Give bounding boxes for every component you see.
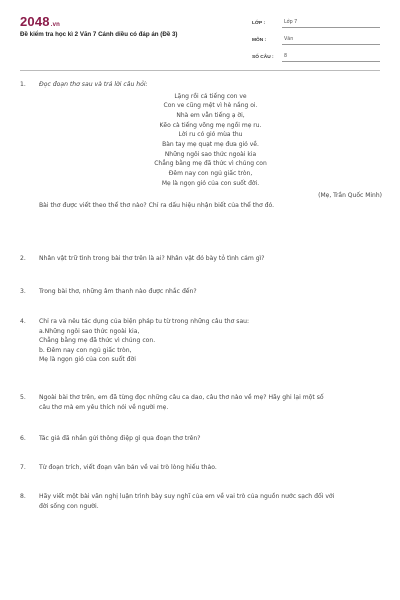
- poem-line: Những ngôi sao thức ngoài kia: [164, 150, 257, 158]
- question-3: [20, 287, 382, 297]
- meta-info: [252, 14, 380, 65]
- question-line: b. Đêm nay con ngủ giấc tròn,: [39, 346, 132, 354]
- site-logo[interactable]: [20, 14, 60, 29]
- question-body: [39, 463, 382, 473]
- poem-line: Lời ru có gió mùa thu: [178, 131, 243, 139]
- question-number: 8.: [20, 493, 26, 500]
- question-line: Mẹ là ngọn gió của con suốt đời: [39, 356, 136, 363]
- question-2: [20, 254, 382, 264]
- question-line: đời sống con người.: [39, 502, 99, 510]
- question-line: Chẳng bằng mẹ đã thức vì chúng con.: [39, 337, 156, 344]
- meta-value: 8: [282, 54, 380, 62]
- question-prompt: Đọc đoạn thơ sau và trả lời câu hỏi:: [39, 81, 148, 88]
- meta-label: MÔN :: [252, 38, 267, 43]
- poem-line: Lặng rồi cả tiếng con ve: [174, 92, 247, 100]
- question-text: Ngoài bài thơ trên, em đã từng đọc những câu ca dao, câu thơ nào về mẹ? Hãy ghi lại một số: [39, 394, 324, 401]
- question-text: Bài thơ được viết theo thể thơ nào? Chỉ ra dấu hiệu nhận biết của thể thơ đó.: [39, 201, 275, 209]
- meta-row-subject: [252, 31, 380, 45]
- question-number: 5.: [20, 394, 26, 401]
- question-text: Hãy viết một bài văn nghị luận trình bày suy nghĩ của em về vai trò của nguồn nước sạch đối với: [39, 493, 335, 500]
- question-body: [39, 80, 382, 210]
- question-body: [39, 434, 382, 444]
- poem-author: (Mẹ, Trần Quốc Minh): [318, 191, 382, 199]
- question-7: [20, 463, 382, 473]
- poem-line: Chẳng bằng mẹ đã thức vì chúng con: [154, 160, 267, 168]
- question-number: 6.: [20, 435, 26, 442]
- meta-label: SỐ CÂU :: [252, 55, 274, 60]
- meta-row-class: [252, 14, 380, 28]
- poem: [39, 92, 382, 189]
- document-title: Đề kiểm tra học kì 2 Văn 7 Cánh diều có đáp án (Đề 3): [20, 31, 178, 38]
- question-body: [39, 254, 382, 264]
- poem-line: Con ve cũng mệt vì hè nắng oi.: [163, 102, 258, 110]
- question-line: a.Những ngôi sao thức ngoài kia,: [39, 327, 140, 335]
- question-5: [20, 393, 382, 412]
- question-1: [20, 80, 382, 210]
- question-number: 1.: [20, 81, 26, 88]
- logo-main: 2048: [20, 14, 50, 29]
- question-body: [39, 393, 382, 412]
- meta-value: Lớp 7: [282, 20, 380, 28]
- meta-value: Văn: [282, 37, 380, 45]
- poem-line: Nhà em vẫn tiếng ạ ời,: [176, 111, 245, 119]
- poem-line: Kẽo cà tiếng võng mẹ ngồi mẹ ru.: [159, 121, 262, 129]
- question-4: [20, 317, 382, 365]
- question-text: Nhân vật trữ tình trong bài thơ trên là ai? Nhân vật đó bày tỏ tình cảm gì?: [39, 255, 265, 262]
- question-text: Chỉ ra và nêu tác dụng của biện pháp tu từ trong những câu thơ sau:: [39, 318, 250, 325]
- meta-label: LỚP :: [252, 21, 266, 26]
- question-number: 2.: [20, 255, 26, 262]
- logo-tld: .vn: [50, 22, 61, 28]
- question-number: 4.: [20, 318, 26, 325]
- poem-line: Đêm nay con ngủ giấc tròn,: [168, 170, 253, 178]
- question-number: 7.: [20, 464, 26, 471]
- question-6: [20, 434, 382, 444]
- question-line: câu thơ mà em yêu thích nói về người mẹ.: [39, 403, 169, 411]
- question-text: Tác giả đã nhắn gửi thông điệp gì qua đoạn thơ trên?: [39, 435, 201, 442]
- meta-row-count: [252, 48, 380, 62]
- poem-line: Bàn tay mẹ quạt mẹ đưa gió về.: [162, 141, 259, 149]
- header-divider: [20, 70, 380, 71]
- question-body: [39, 492, 382, 511]
- worksheet-header: [20, 14, 380, 66]
- question-text: Trong bài thơ, những âm thanh nào được nhắc đến?: [39, 288, 197, 295]
- question-8: [20, 492, 382, 511]
- question-number: 3.: [20, 288, 26, 295]
- poem-line: Mẹ là ngọn gió của con suốt đời.: [161, 179, 260, 187]
- question-body: [39, 287, 382, 297]
- question-text: Từ đoạn trích, viết đoạn văn bản về vai trò lòng hiếu thảo.: [39, 464, 217, 471]
- question-body: [39, 317, 382, 365]
